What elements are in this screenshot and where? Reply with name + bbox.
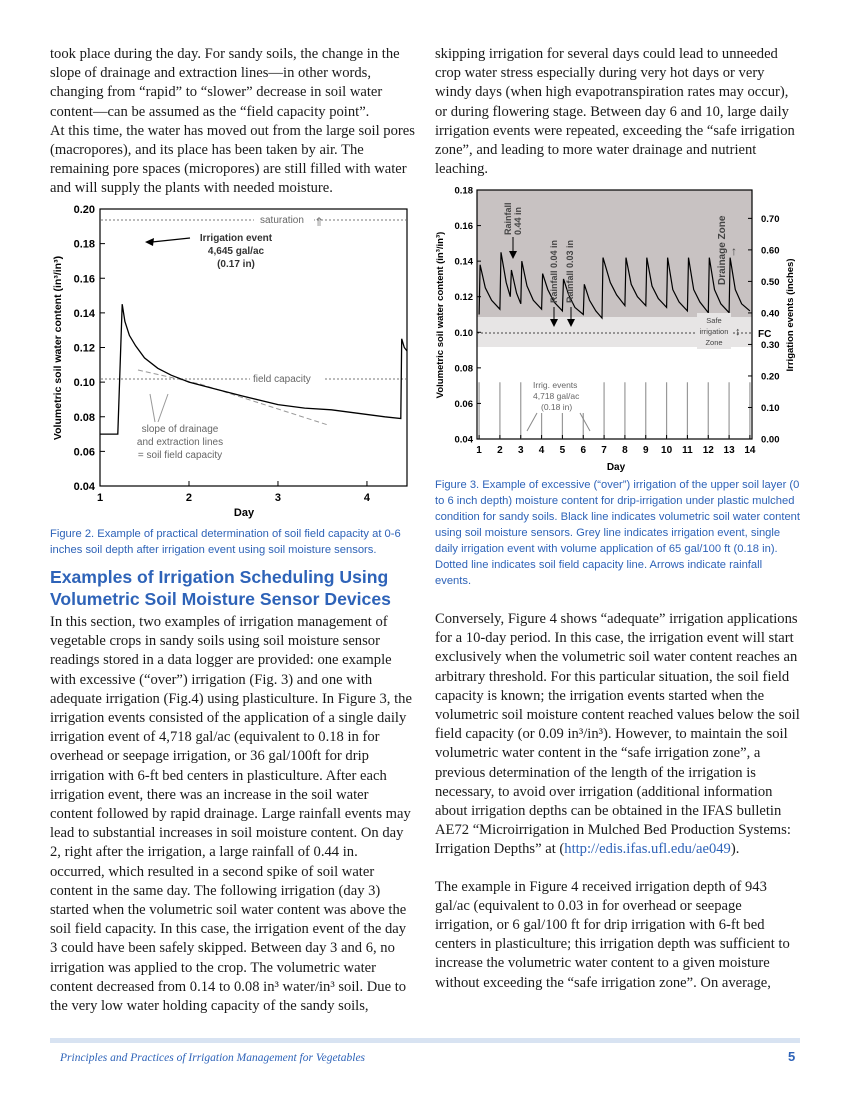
footer-title: Principles and Practices of Irrigation Management for Vegetables (60, 1052, 366, 1064)
y2-tick-label: 0.20 (761, 371, 780, 383)
paragraph: skipping irrigation for several days could lead to unneeded crop water stress especially during very hot days or very windy days (when high evapotranspiration rates may occur), or during flowering stage. Between day 6 and 10, large daily irrigation events were repeated, exceeding the “safe irrigation zone”, and leading to more water drainage and nutrient leaching. (435, 46, 795, 178)
y-axis-label: Volumetric soil water content (in³/in³) (52, 255, 64, 441)
x-tick-label: 12 (702, 445, 714, 456)
safe-zone-label-1: Safe (706, 316, 722, 325)
left-column-top (50, 45, 415, 199)
saturation-arrow-icon: ⇑ (314, 215, 325, 229)
slope-label-2: and extraction lines (136, 437, 224, 448)
paragraph-text: ). (730, 841, 740, 858)
figure-3-caption: Figure 3. Example of excessive (“over”) irrigation of the upper soil layer (0 to 6 inch depth) moisture content for drip-irrigation under plastic mulched condition for sandy soils. Black line indicates volumetric soil water content using soil moisture sensors. Grey line indicates irrigation event, single daily irrigation event with volume application of 65 gal/100 ft (0.18 in). Dotted line indicates soil field capacity line. Arrows indicate rainfall events. (435, 479, 801, 587)
y-tick-label: 0.06 (454, 398, 473, 410)
x-axis-label: Day (233, 507, 255, 519)
paragraph: In this section, two examples of irrigation management of vegetable crops in sandy soils using soil moisture sensor readings stored in a data logger are provided: one example with excessive (“over”) irrigation (Fig. 3) and one with adequate irrigation (Fig.4) using plasticulture. In Figure 3, the irrigation events consisted of the application of a single daily irrigation event of 4,718 gal/ac (equivalent to 0.18 in for overhead or seepage irrigation, or 36 gal/100ft for drip irrigation with 6-ft bed centers in plasticulture. After each irrigation event, there was an increase in the soil water content followed by rapid drainage. Large rainfall events may lead to substantial increases in soil moisture content. On day 2, right after the irrigation, a large rainfall of 0.44 in. occurred, which resulted in a second spike of soil water content in the same day. The following irrigation (day 3) started when the volumetric soil water content was above the soil field capacity. In this case, the irrigation event of the day 3 could have been safely skipped. Between day 3 and 6, no irrigation was applied to the crop. The volumetric water content decreased from 0.14 to 0.08 in³ water/in³ soil. Due to the very low water holding capacity of the sandy soils, (50, 614, 412, 1015)
figure-3-chart (435, 185, 800, 475)
rainfall-large-label-2: 0.44 in (513, 206, 523, 235)
irrigation-label-1: Irrigation event (199, 233, 273, 244)
paragraph (435, 610, 800, 860)
y2-tick-label: 0.70 (761, 213, 780, 225)
x-tick-label: 8 (622, 445, 628, 456)
y-tick-label: 0.20 (73, 204, 95, 216)
x-tick-label: 6 (580, 445, 587, 456)
x-tick-label: 4 (538, 445, 545, 456)
x-tick-label: 5 (559, 445, 566, 456)
right-column-bottom (435, 610, 800, 993)
x-tick-label: 9 (642, 445, 649, 456)
y-tick-label: 0.04 (73, 481, 95, 493)
saturation-label: saturation (260, 215, 304, 226)
fc-label: FC (758, 329, 772, 340)
y-axis-label: Volumetric soil water content (in³/in³) (435, 231, 446, 399)
y-tick-label: 0.08 (73, 411, 95, 424)
x-tick-label: 14 (744, 445, 756, 456)
x-tick-label: 2 (185, 492, 193, 504)
drainage-arrow-icon: ↑ (731, 244, 737, 258)
y-tick-label: 0.12 (73, 342, 95, 355)
rainfall-004-label: Rainfall 0.04 in (549, 239, 559, 303)
figure-2-chart (50, 198, 415, 526)
footer-divider (50, 1038, 800, 1043)
x-axis-label: Day (606, 462, 626, 473)
page-number: 5 (788, 1049, 796, 1064)
irrig-events-label-2: 4,718 gal/ac (533, 391, 580, 401)
y-tick-label: 0.18 (454, 185, 473, 197)
y-tick-label: 0.12 (454, 292, 473, 304)
slope-label-3: = soil field capacity (137, 450, 223, 461)
y-tick-label: 0.18 (73, 238, 95, 251)
y-tick-label: 0.08 (454, 363, 473, 375)
paragraph: The example in Figure 4 received irrigation depth of 943 gal/ac (equivalent to 0.03 in for overhead or seepage irrigation, or 6 gal/100 ft for drip irrigation with 6-ft bed centers in plasticulture; this irrigation depth was sufficient to increase the volumetric water content to a given moisture without exceeding the “safe irrigation zone”. On average, (435, 878, 790, 991)
y2-tick-label: 0.50 (761, 276, 780, 288)
paragraph-text: Conversely, Figure 4 shows “adequate” irrigation applications for a 10-day period. In this case, the irrigation event will start exclusively when the volumetric soil water content reaches an arbitrary threshold. For this particular situation, the soil field capacity is known; the irrigation events started when the volumetric soil moisture content reached values below the soil field capacity (or 0.09 in³/in³). However, to maintain the soil volumetric water content in the “safe irrigation zone”, a previous determination of the length of the irrigation is necessary, to avoid over irrigation (additional information about irrigation depths can be obtained in the IFAS bulletin AE72 “Microirrigation in Mulched Bed Production Systems: Irrigation Depths” at ( (435, 611, 800, 858)
safe-zone-label-3: Zone (705, 338, 723, 347)
y2-tick-label: 0.10 (761, 402, 780, 414)
x-tick-label: 4 (363, 492, 371, 504)
y-tick-label: 0.10 (454, 327, 473, 339)
right-column-top (435, 45, 800, 179)
x-tick-label: 2 (497, 445, 503, 456)
rainfall-003-label: Rainfall 0.03 in (565, 239, 575, 303)
y2-tick-label: 0.00 (761, 434, 780, 446)
figure-2-caption: Figure 2. Example of practical determination of soil field capacity at 0-6 inches soil depth after irrigation event using soil moisture sensors. (50, 528, 401, 556)
paragraph: At this time, the water has moved out from the large soil pores (macropores), and its place has been taken by air. The remaining pore spaces (micropores) are still filled with water and will supply the plants with needed moisture. (50, 122, 415, 197)
y2-tick-label: 0.30 (761, 339, 780, 351)
safe-zone-label-2: irrigation (699, 327, 729, 336)
drainage-zone-label: Drainage Zone (717, 215, 728, 285)
edis-link[interactable]: http://edis.ifas.ufl.edu/ae049 (564, 841, 731, 858)
y-tick-label: 0.06 (73, 446, 95, 459)
left-column-bottom (50, 613, 415, 1016)
section-heading: Examples of Irrigation Scheduling Using Volumetric Soil Moisture Sensor Devices (50, 567, 391, 609)
slope-label-1: slope of drainage (141, 424, 219, 435)
x-tick-label: 13 (723, 445, 735, 456)
safe-zone-arrow-icon: ↕ (735, 326, 741, 338)
irrig-events-label-3: (0.18 in) (541, 402, 573, 412)
y-tick-label: 0.04 (454, 434, 473, 446)
y-tick-label: 0.16 (454, 221, 473, 233)
y-tick-label: 0.14 (454, 256, 473, 268)
x-tick-label: 1 (96, 492, 104, 504)
irrig-events-label-1: Irrig. events (533, 380, 578, 390)
irrigation-label-3: (0.17 in) (217, 259, 255, 270)
x-tick-label: 11 (682, 445, 693, 456)
y2-axis-label: Irrigation events (inches) (785, 258, 796, 372)
y-tick-label: 0.10 (73, 377, 95, 390)
x-tick-label: 3 (517, 445, 524, 456)
x-tick-label: 7 (601, 445, 607, 456)
y2-tick-label: 0.40 (761, 308, 780, 320)
x-tick-label: 10 (661, 445, 673, 456)
y-tick-label: 0.16 (73, 273, 95, 286)
y2-tick-label: 0.60 (761, 245, 780, 257)
x-tick-label: 3 (274, 492, 282, 504)
rainfall-large-label-1: Rainfall (503, 202, 513, 235)
y-tick-label: 0.14 (73, 307, 95, 320)
irrigation-label-2: 4,645 gal/ac (207, 246, 265, 257)
x-tick-label: 1 (476, 445, 482, 456)
paragraph: took place during the day. For sandy soils, the change in the slope of drainage and extraction lines—in other words, changing from “rapid” to “slower” decrease in soil water content—can be assumed as the “field capacity point”. (50, 46, 400, 120)
field-capacity-label: field capacity (253, 374, 311, 385)
